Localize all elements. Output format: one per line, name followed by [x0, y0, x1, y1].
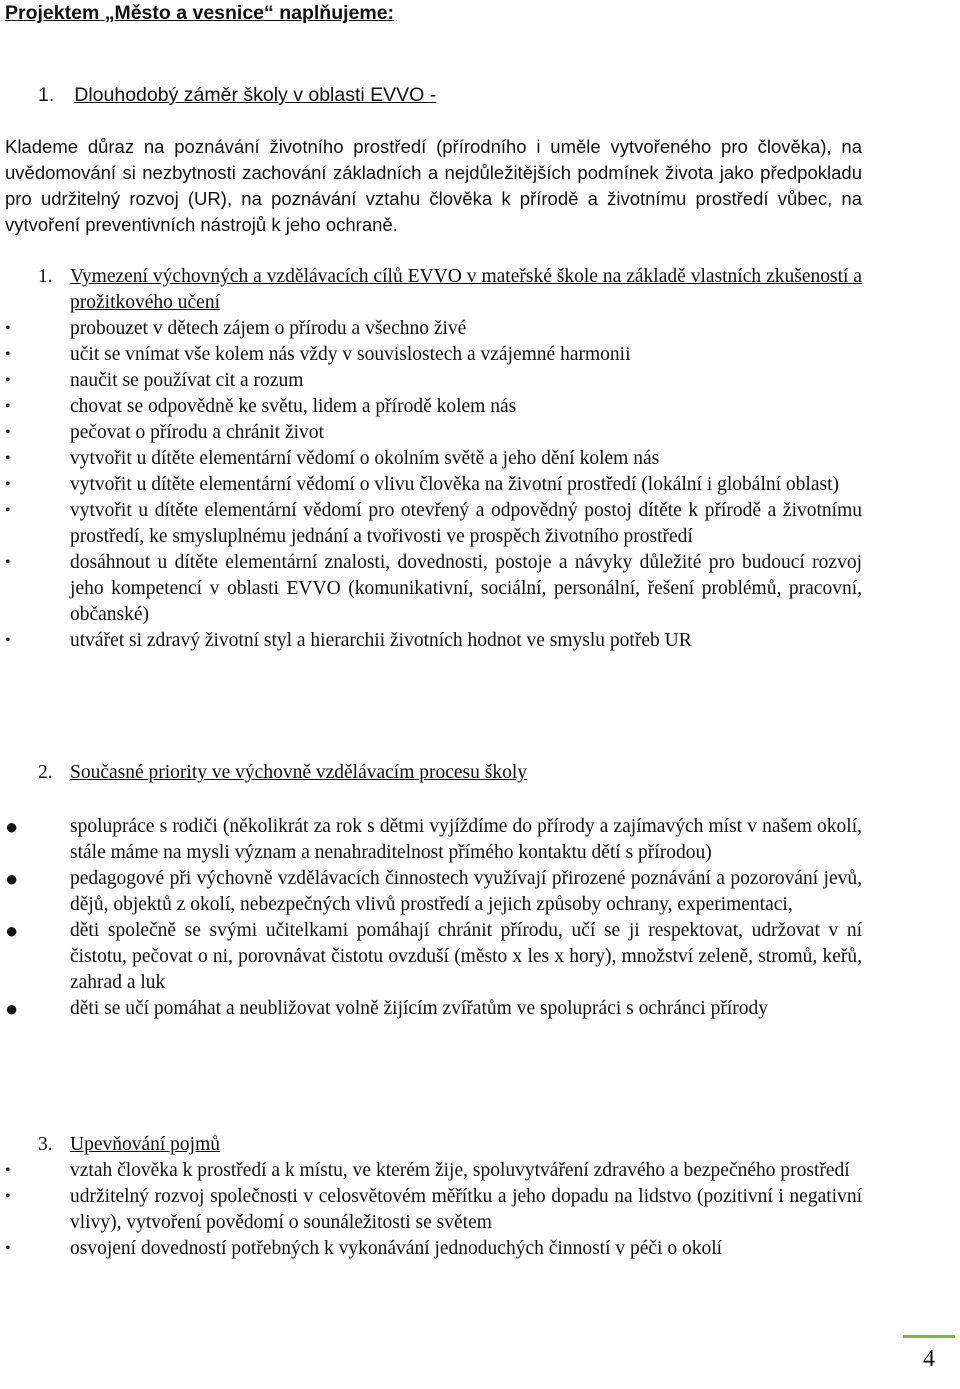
list-item: • udržitelný rozvoj společnosti v celosvětovém měřítku a jeho dopadu na lidstvo (pozitivní i negativní vlivy), vytvoření povědomí o sounáležitosti se světem: [5, 1186, 862, 1233]
bullet-icon: •: [5, 1162, 11, 1179]
bullet-icon: •: [5, 632, 11, 649]
section-number: 2.: [38, 762, 53, 783]
section-3-heading: [38, 1132, 862, 1158]
bullet-icon: •: [5, 424, 11, 441]
bullet-icon: •: [5, 1240, 11, 1257]
list-item: • vytvořit u dítěte elementární vědomí o okolním světě a jeho dění kolem nás: [5, 446, 862, 472]
list-item: • vytvořit u dítěte elementární vědomí pro otevřený a odpovědný postoj dítěte k přírodě a životnímu prostředí, ke smysluplnému jednání a tvořivosti ve prospěch životního prostředí: [5, 500, 862, 547]
list-item: ● děti společně se svými učitelkami pomáhají chránit přírodu, učí se ji respektovat, udržovat v ní čistotu, pečovat o ni, porovnávat čistotu ovzduší (město x les x hory), množství zeleně, stromů, keřů, zahrad a luk: [5, 918, 862, 993]
bullet-icon: •: [5, 398, 11, 415]
list-item: • dosáhnout u dítěte elementární znalosti, dovednosti, postoje a návyky důležité pro budoucí rozvoj jeho kompetencí v oblasti EVVO (komunikativní, sociální, personální, řešení problémů, pracovní, občanské): [5, 552, 862, 625]
bullet-icon: ●: [5, 866, 19, 891]
bullet-icon: •: [5, 372, 11, 389]
section-heading-text: Současné priority ve výchovně vzdělávacím procesu školy: [70, 762, 528, 783]
list-item: • učit se vnímat vše kolem nás vždy v souvislostech a vzájemné harmonii: [5, 342, 862, 368]
list-item: • naučit se používat cit a rozum: [5, 368, 862, 394]
list-item: • probouzet v dětech zájem o přírodu a všechno živé: [5, 316, 862, 342]
section-1-list: [5, 316, 862, 654]
list-item: • pečovat o přírodu a chránit život: [5, 420, 862, 446]
list-item: • vytvořit u dítěte elementární vědomí o vlivu člověka na životní prostředí (lokální i globální oblast): [5, 472, 862, 498]
heading-long-term-plan: [38, 82, 436, 108]
bullet-icon: ●: [5, 918, 19, 943]
bullet-icon: •: [5, 1188, 11, 1205]
heading-text: Dlouhodobý záměr školy v oblasti EVVO -: [74, 84, 437, 106]
bullet-icon: ●: [5, 996, 19, 1021]
page-number-box: [903, 1335, 955, 1385]
heading-number: 1.: [38, 84, 55, 106]
section-1-heading: [38, 264, 862, 316]
section-number: 3.: [38, 1134, 53, 1155]
list-item: • utvářet si zdravý životní styl a hierarchii životních hodnot ve smyslu potřeb UR: [5, 628, 862, 654]
page-number-rule: [903, 1335, 955, 1338]
page-number: 4: [923, 1346, 935, 1372]
section-number: 1.: [38, 266, 53, 287]
section-3-list: [5, 1158, 862, 1262]
section-2-heading: [38, 760, 862, 786]
bullet-icon: ●: [5, 814, 19, 839]
bullet-icon: •: [5, 450, 11, 467]
section-heading-text: Upevňování pojmů: [70, 1134, 221, 1155]
section-2-list: [5, 814, 862, 1022]
bullet-icon: •: [5, 502, 11, 519]
list-item: ● spolupráce s rodiči (několikrát za rok s dětmi vyjíždíme do přírody a zajímavých míst v našem okolí, stále máme na mysli význam a nenahraditelnost přímého kontaktu dětí s přírodou): [5, 814, 862, 863]
list-item: ● děti se učí pomáhat a neubližovat volně žijícím zvířatům ve spolupráci s ochránci přírody: [5, 996, 768, 1021]
list-item: ● pedagogové při výchovně vzdělávacích činnostech využívají přirozené poznávání a pozorování jevů, dějů, objektů z okolí, nebezpečných vlivů prostředí a jejich způsoby ochrany, experimentaci,: [5, 866, 862, 915]
list-item: • vztah člověka k prostředí a k místu, ve kterém žije, spoluvytváření zdravého a bezpečného prostředí: [5, 1158, 862, 1184]
document-title: Projektem „Město a vesnice“ naplňujeme:: [5, 2, 395, 24]
intro-paragraph: Klademe důraz na poznávání životního prostředí (přírodního i uměle vytvořeného pro člověka), na uvědomování si nezbytnosti zachování základních a nejdůležitějších podmínek života jako předpokladu pro udržitelný rozvoj (UR), na poznávání vztahu člověka k přírodě a životnímu prostředí vůbec, na vytvoření preventivních nástrojů k jeho ochraně.: [5, 136, 862, 235]
list-item: • osvojení dovedností potřebných k vykonávání jednoduchých činností v péči o okolí: [5, 1236, 862, 1262]
list-item: • chovat se odpovědně ke světu, lidem a přírodě kolem nás: [5, 394, 862, 420]
bullet-icon: •: [5, 476, 11, 493]
bullet-icon: •: [5, 346, 11, 363]
bullet-icon: •: [5, 554, 11, 571]
section-heading-text: Vymezení výchovných a vzdělávacích cílů EVVO v mateřské škole na základě vlastních zkušeností a prožitkového učení: [70, 266, 862, 313]
bullet-icon: •: [5, 320, 11, 337]
